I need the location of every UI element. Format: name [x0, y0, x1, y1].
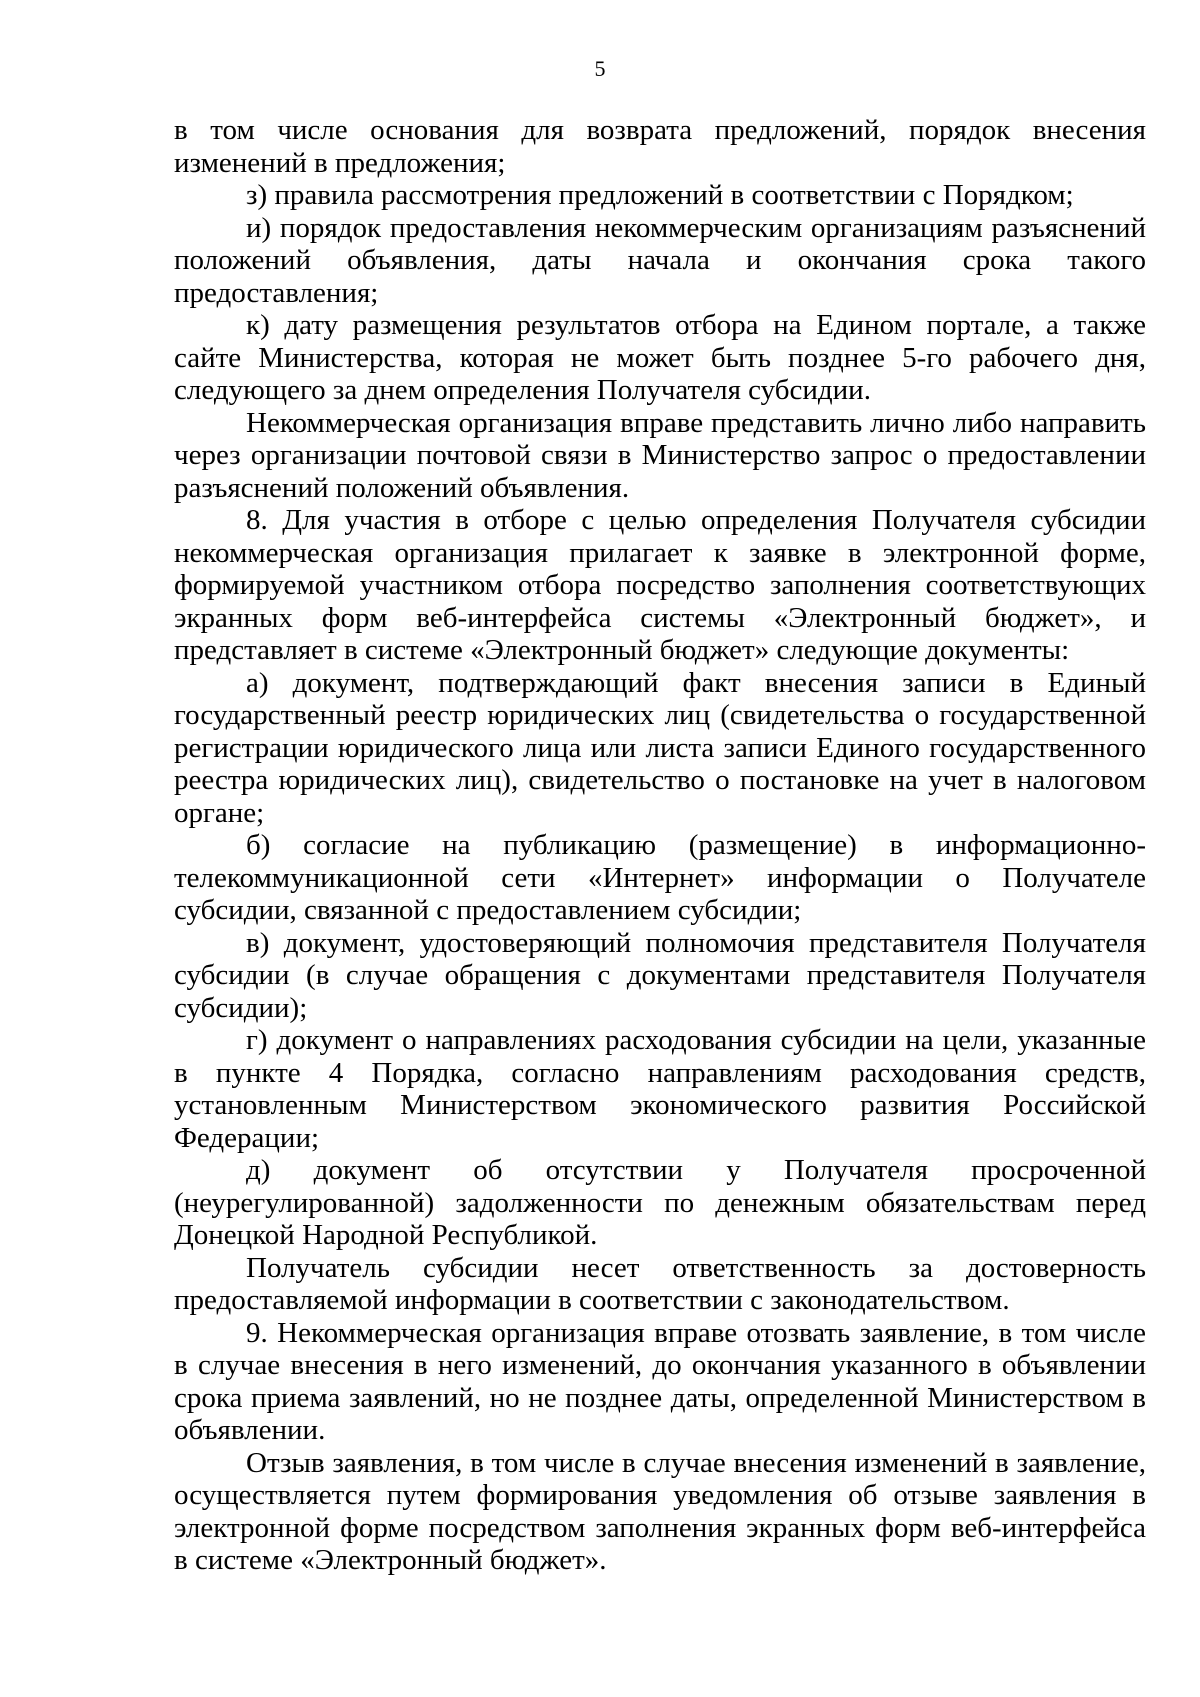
paragraph-item-i: и) порядок предоставления некоммерческим организациям разъяснений положений объявления, даты начала и окончания срока такого предоставления; [174, 211, 1146, 309]
paragraph-item-d: д) документ об отсутствии у Получателя просроченной (неурегулированной) задолженности по денежным обязательствам перед Донецкой Народной Республикой. [174, 1154, 1146, 1251]
paragraph-responsibility: Получатель субсидии несет ответственность за достоверность предоставляемой информации в соответствии с законодательством. [174, 1251, 1146, 1316]
paragraph-item-g: г) документ о направлениях расходования субсидии на цели, указанные в пункте 4 Порядка, согласно направлениям расходования средств, установленным Министерством экономического развития Российской Федерации; [174, 1024, 1146, 1154]
paragraph-item-z: з) правила рассмотрения предложений в соответствии с Порядком; [246, 179, 1074, 211]
page-number: 5 [594, 56, 606, 81]
paragraph-item-k: к) дату размещения результатов отбора на Едином портале, а также сайте Министерства, которая не может быть позднее 5-го рабочего дня, следующего за днем определения Получателя субсидии. [174, 309, 1146, 406]
paragraph-item-b: б) согласие на публикацию (размещение) в информационно-телекоммуникационной сети «Интернет» информации о Получателе субсидии, связанной с предоставлением субсидии; [174, 829, 1146, 926]
paragraph-continuation: в том числе основания для возврата предложений, порядок внесения изменений в предложения; [174, 114, 1146, 179]
paragraph-item-v: в) документ, удостоверяющий полномочия представителя Получателя субсидии (в случае обращения с документами представителя Получателя субсидии); [174, 926, 1146, 1024]
paragraph-item-a: а) документ, подтверждающий факт внесения записи в Единый государственный реестр юридических лиц (свидетельства о государственной регистрации юридического лица или листа записи Единого государственного реестра юридических лиц), свидетельство о постановке на учет в налоговом органе; [174, 666, 1146, 829]
paragraph-clarification-request: Некоммерческая организация вправе представить лично либо направить через организации почтовой связи в Министерство запрос о предоставлении разъяснений положений объявления. [174, 406, 1146, 504]
paragraph-section-9: 9. Некоммерческая организация вправе отозвать заявление, в том числе в случае внесения в него изменений, до окончания указанного в объявлении срока приема заявлений, но не позднее даты, определенной Министерством в объявлении. [174, 1316, 1146, 1446]
paragraph-withdrawal: Отзыв заявления, в том числе в случае внесения изменений в заявление, осуществляется путем формирования уведомления об отзыве заявления в электронной форме посредством заполнения экранных форм веб-интерфейса в системе «Электронный бюджет». [174, 1446, 1146, 1576]
document-body [174, 114, 1146, 1577]
paragraph-section-8: 8. Для участия в отборе с целью определения Получателя субсидии некоммерческая организация прилагает к заявке в электронной форме, формируемой участником отбора посредство заполнения соответствующих экранных форм веб-интерфейса системы «Электронный бюджет», и представляет в системе «Электронный бюджет» следующие документы: [174, 504, 1146, 666]
